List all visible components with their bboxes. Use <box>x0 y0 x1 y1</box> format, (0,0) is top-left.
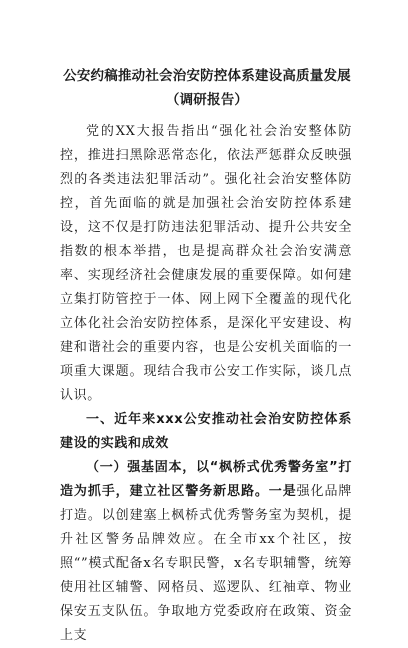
document-title: 公安约稿推动社会治安防控体系建设高质量发展（调研报告） <box>63 68 351 108</box>
point-label: 一是 <box>268 484 297 499</box>
section-heading: 一、近年来xxx公安推动社会治安防控体系建设的实践和成效 <box>60 412 352 451</box>
paragraph-subsection <box>60 456 352 648</box>
paragraph-intro: 党的XX大报告指出“强化社会治安整体防控，推进扫黑除恶常态化，依法严惩群众反映强烈的各类违法犯罪活动”。强化社会治安整体防控，首先面临的就是加强社会治安防控体系建设，这不仅是打防违法犯罪活动、提升公共安全指数的根本举措，也是提高群众社会治安满意率、实现经济社会健康发展的重要保障。如何建立集打防管控于一体、网上网下全覆盖的现代化立体化社会治安防控体系，是深化平安建设、构建和谐社会的重要内容，也是公安机关面临的一项重大课题。现结合我市公安工作实际，谈几点认识。 <box>60 124 352 403</box>
document-body <box>60 120 352 648</box>
subsection-heading: （一）强基固本，以“枫桥式优秀警务室”打造为抓手，建立社区警务新思路。 <box>60 460 352 499</box>
paragraph-text: 强化品牌打造。以创建塞上枫桥式优秀警务室为契机，提升社区警务品牌效应。在全市xx个社区，按照“”模式配备x名专职民警，x名专职辅警，统筹使用社区辅警、网格员、巡逻队、红袖章、物业保安五支队伍。争取地方党委政府在政策、资金上支 <box>60 484 352 643</box>
